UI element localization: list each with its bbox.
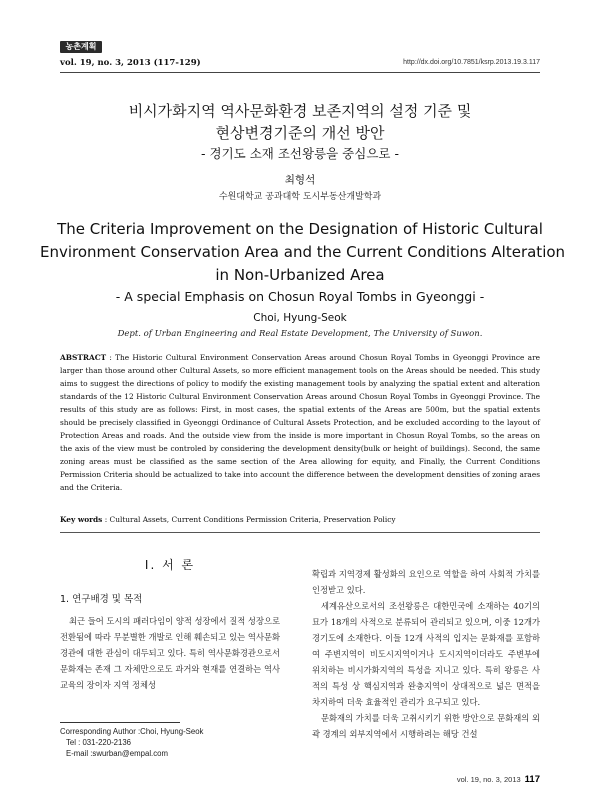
page-number: 117: [524, 774, 540, 785]
english-title-line-1: The Criteria Improvement on the Designation of Historic Cultural: [57, 220, 543, 238]
abstract: [60, 351, 540, 494]
english-author: Choi, Hyung-Seok: [253, 312, 347, 324]
english-title: [40, 218, 566, 307]
body-paragraph: 최근 들어 도시의 패러다임이 양적 성장에서 질적 성장으로 전환됨에 따라 무분별한 개발로 인해 훼손되고 있는 역사문화경관에 대한 관심이 대두되고 있다. 특히 역사문화경관으로서 문화재는 존재 그 자체만으로도 과거와 현재를 연결하는 역사교육의 장이자 지역 정체성: [60, 616, 280, 690]
english-title-line-3: in Non-Urbanized Area: [215, 266, 385, 284]
keywords: [60, 515, 540, 524]
keywords-label: Key words: [60, 515, 103, 524]
section-title-introduction: I. 서 론: [144, 558, 196, 572]
korean-subtitle: - 경기도 소재 조선왕릉을 중심으로 -: [201, 146, 399, 161]
volume-info: vol. 19, no. 3, 2013 (117-129): [60, 58, 201, 68]
header-rule: [60, 72, 540, 73]
keywords-text: : Cultural Assets, Current Conditions Permission Criteria, Preservation Policy: [102, 515, 396, 524]
doi-link[interactable]: http://dx.doi.org/10.7851/ksrp.2013.19.3.117: [403, 59, 540, 66]
english-affiliation: Dept. of Urban Engineering and Real Estate Development, The University of Suwon.: [117, 329, 483, 339]
footnote-tel: Tel : 031-220-2136: [66, 738, 132, 747]
right-column: [312, 566, 540, 742]
abstract-rule: [60, 532, 540, 533]
journal-logo: 농촌계획: [60, 41, 102, 53]
body-paragraph: 문화재의 가치를 더욱 고취시키기 위한 방안으로 문화재의 외곽 경계의 외부지역에서 시행하려는 해당 건설: [312, 713, 540, 739]
abstract-label: ABSTRACT: [60, 353, 107, 362]
footnote-email: E-mail :swurban@empal.com: [66, 749, 168, 758]
english-subtitle: - A special Emphasis on Chosun Royal Tombs in Gyeonggi -: [115, 289, 485, 304]
footnote-author: Corresponding Author :Choi, Hyung-Seok: [60, 727, 204, 736]
abstract-text: : The Historic Cultural Environment Conservation Areas around Chosun Royal Tombs in Gyeonggi Province are larger than those around other Cultural Assets, so more efficient management tools on the Areas should be needed. This study aims to suggest the directions of policy to modify the existing management tools by analyzing the spatial extent and alteration standards of the 12 Historic Cultural Environment Conservation Areas around Chosun Royal Tombs in Gyeonggi Province. The results of this study are as follows: First, in most cases, the spatial extents of the Areas are 500m, but the spatial extents should be precisely classified in Gyeonggi Ordinance of Cultural Assets Protection, and be excluded according to the layout of Protection Areas and roads. And the outside view from the inside is more important in Chosun Royal Tombs, so the areas on the axis of the view must be controled by considering the development density(bulk or height of buildings). Second, the same zoning areas must be classified as the same section of the Area allowing for equity, and Finally, the Current Conditions Permission Criteria should be actualized to take into account the difference between the development densities of zoning araes and the Criteria.: [60, 353, 540, 492]
page-footer: [457, 774, 540, 785]
left-column: [60, 556, 280, 693]
footer-volume: vol. 19, no. 3, 2013: [456, 775, 521, 784]
english-title-line-2: Environment Conservation Area and the Current Conditions Alteration: [40, 243, 566, 261]
korean-author: 최형석: [284, 174, 316, 186]
footnote-rule: [60, 722, 180, 723]
korean-affiliation: 수원대학교 공과대학 도시부동산개발학과: [218, 192, 382, 202]
body-paragraph: 확립과 지역경제 활성화의 요인으로 역할을 하여 사회적 가치를 인정받고 있다.: [312, 569, 540, 595]
body-paragraph: 세계유산으로서의 조선왕릉은 대한민국에 소재하는 40기의 묘가 18개의 사적으로 분류되어 관리되고 있으며, 이중 12개가 경기도에 소재한다. 이들 12개 사적의 입지는 문화재를 포함하여 주변지역이 비도시지역이거나 도시지역이더라도 주변부에 위치하는 비시가화지역의 특성을 지니고 있다. 특히 왕릉은 사적의 특성 상 핵심지역과 완충지역이 상대적으로 넓은 면적을 차지하여 더욱 효율적인 관리가 요구되고 있다.: [312, 601, 540, 707]
korean-title: [60, 100, 540, 163]
subsection-title: 1. 연구배경 및 목적: [60, 594, 143, 605]
footnote: [60, 726, 203, 759]
korean-title-line-2: 현상변경기준의 개선 방안: [215, 124, 385, 142]
korean-title-line-1: 비시가화지역 역사문화환경 보존지역의 설정 기준 및: [128, 102, 472, 120]
